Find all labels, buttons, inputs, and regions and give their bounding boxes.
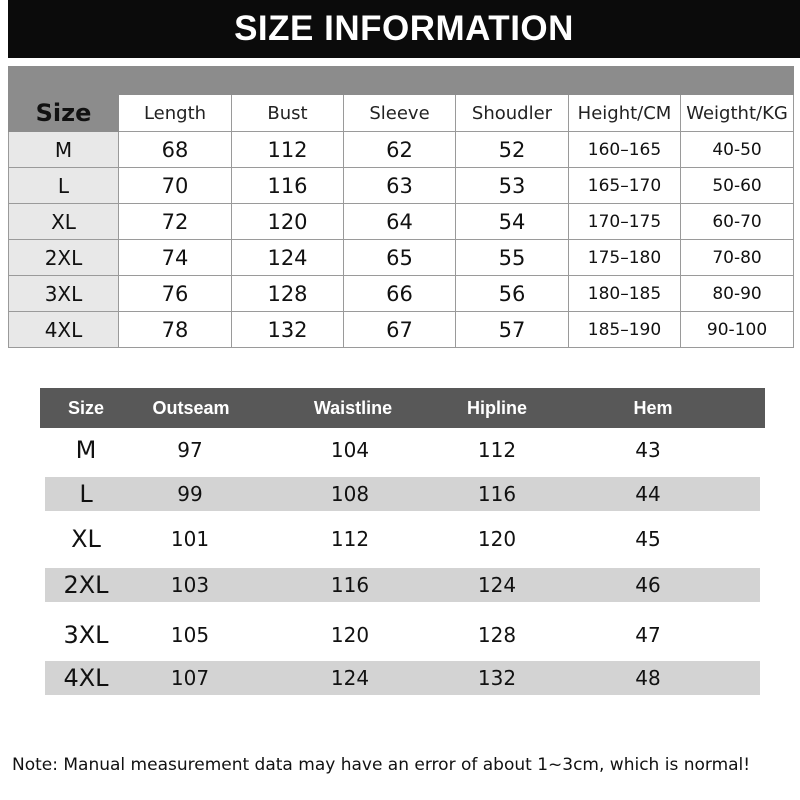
table-cell: 124 (477, 573, 517, 597)
header-shoulder: Shoudler (456, 95, 569, 132)
table-cell: 124 (330, 666, 370, 690)
header-weight: Weigtht/KG (681, 95, 794, 132)
table-cell: 55 (456, 240, 569, 276)
table-cell: 128 (477, 623, 517, 647)
table-cell: 116 (477, 482, 517, 506)
size-label: 3XL (9, 276, 119, 312)
table-cell: 185–190 (569, 312, 681, 348)
header-outseam: Outseam (152, 398, 230, 418)
size-label: L (9, 168, 119, 204)
header-hipline: Hipline (466, 398, 528, 418)
header-waistline: Waistline (313, 398, 393, 418)
table-cell: 132 (477, 666, 517, 690)
bottom-table-header (40, 388, 765, 428)
table-cell: 128 (232, 276, 344, 312)
table-cell: 40-50 (681, 132, 794, 168)
table-cell: 80-90 (681, 276, 794, 312)
table-cell: 72 (119, 204, 232, 240)
size-label: L (79, 480, 93, 508)
table-cell: 97 (177, 438, 203, 462)
table-cell: 64 (344, 204, 456, 240)
measurement-note: Note: Manual measurement data may have an error of about 1~3cm, which is normal! (12, 755, 751, 775)
table-cell: 170–175 (569, 204, 681, 240)
table-row (45, 618, 760, 652)
table-row (9, 312, 794, 348)
table-cell: 103 (170, 573, 210, 597)
table-cell: 67 (344, 312, 456, 348)
header-hem: Hem (633, 398, 673, 418)
table-cell: 104 (330, 438, 370, 462)
table-cell: 112 (477, 438, 517, 462)
header-bust: Bust (232, 95, 344, 132)
table-cell: 160–165 (569, 132, 681, 168)
size-label: XL (9, 204, 119, 240)
size-label: 4XL (63, 664, 109, 692)
table-cell: 66 (344, 276, 456, 312)
table-row (45, 661, 760, 695)
table-cell: 62 (344, 132, 456, 168)
table-row (45, 568, 760, 602)
table-cell: 90-100 (681, 312, 794, 348)
table-row (45, 433, 760, 467)
table-cell: 108 (330, 482, 370, 506)
size-label: XL (71, 525, 101, 553)
table-row (45, 522, 760, 556)
size-label: M (75, 436, 97, 464)
table-cell: 120 (477, 527, 517, 551)
table-cell: 74 (119, 240, 232, 276)
size-label: 2XL (63, 571, 109, 599)
table-cell: 43 (635, 438, 661, 462)
table-row (9, 240, 794, 276)
table-cell: 47 (635, 623, 661, 647)
table-cell: 101 (170, 527, 210, 551)
table-cell: 124 (232, 240, 344, 276)
table-cell: 56 (456, 276, 569, 312)
top-size-header: Size (9, 67, 119, 132)
table-cell: 107 (170, 666, 210, 690)
page-title: SIZE INFORMATION (234, 9, 574, 48)
table-cell: 70-80 (681, 240, 794, 276)
table-cell: 120 (330, 623, 370, 647)
table-cell: 65 (344, 240, 456, 276)
table-cell: 53 (456, 168, 569, 204)
size-label: 4XL (9, 312, 119, 348)
table-cell: 116 (330, 573, 370, 597)
size-label: 2XL (9, 240, 119, 276)
header-length: Length (119, 95, 232, 132)
table-cell: 68 (119, 132, 232, 168)
size-label: 3XL (63, 621, 109, 649)
top-table-header-row (9, 95, 794, 132)
table-cell: 105 (170, 623, 210, 647)
table-row (9, 132, 794, 168)
table-cell: 52 (456, 132, 569, 168)
top-size-table (8, 66, 794, 348)
top-header-band (119, 67, 794, 95)
table-row (9, 276, 794, 312)
table-cell: 112 (232, 132, 344, 168)
header-height: Height/CM (569, 95, 681, 132)
table-cell: 120 (232, 204, 344, 240)
table-cell: 60-70 (681, 204, 794, 240)
table-cell: 99 (177, 482, 203, 506)
header-size: Size (67, 398, 105, 418)
table-row (9, 204, 794, 240)
table-cell: 44 (635, 482, 661, 506)
table-row (9, 168, 794, 204)
table-cell: 112 (330, 527, 370, 551)
size-label: M (9, 132, 119, 168)
title-banner (8, 0, 800, 58)
table-cell: 76 (119, 276, 232, 312)
table-cell: 165–170 (569, 168, 681, 204)
table-row (45, 477, 760, 511)
table-cell: 54 (456, 204, 569, 240)
top-table-band (9, 67, 794, 95)
table-cell: 132 (232, 312, 344, 348)
table-cell: 180–185 (569, 276, 681, 312)
table-cell: 70 (119, 168, 232, 204)
table-cell: 48 (635, 666, 661, 690)
table-cell: 78 (119, 312, 232, 348)
table-cell: 175–180 (569, 240, 681, 276)
table-cell: 57 (456, 312, 569, 348)
header-sleeve: Sleeve (344, 95, 456, 132)
table-cell: 63 (344, 168, 456, 204)
table-cell: 45 (635, 527, 661, 551)
table-cell: 46 (635, 573, 661, 597)
table-cell: 116 (232, 168, 344, 204)
table-cell: 50-60 (681, 168, 794, 204)
